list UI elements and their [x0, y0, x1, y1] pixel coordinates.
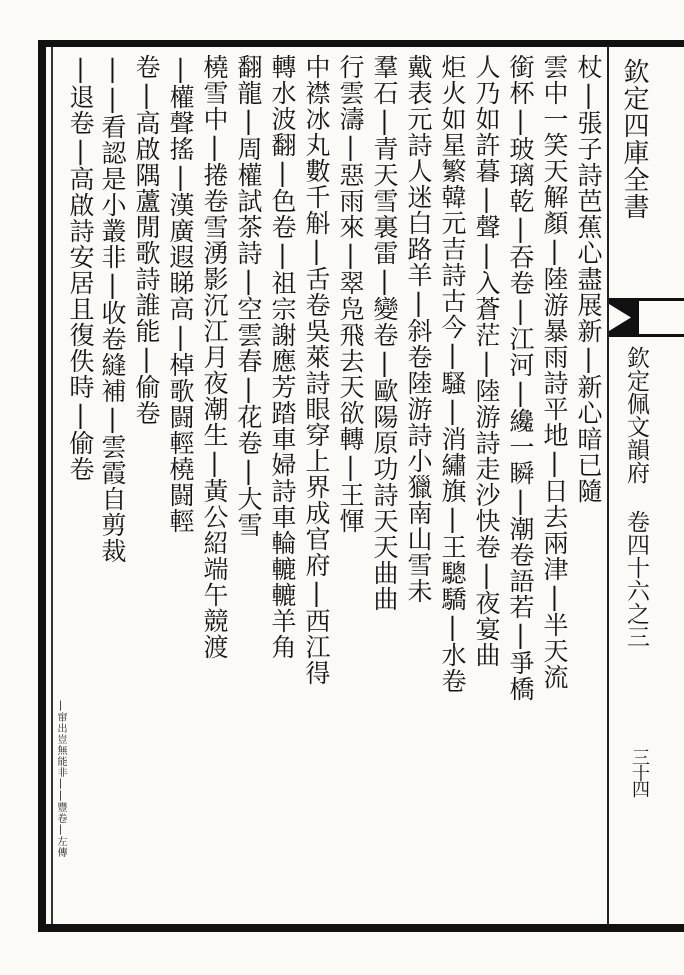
text-column: 銜杯|玻璃乾|吞卷|江河|纔一瞬|潮卷語若|爭橋 [506, 54, 535, 702]
text-column: 炬火如星繁韓元吉詩古今|騷|消繡旗|王驄驕|水卷 [438, 54, 467, 694]
text-column: ||看認是小叢非|收卷縫補|雲霞自剪裁 [98, 54, 127, 564]
text-column: 戴表元詩人迷白路羊|斜卷陸游詩小獵南山雪未 [404, 54, 433, 604]
frame-left-border [38, 40, 46, 932]
text-column: 雲中一笑天解顏|陸游暴雨詩平地|日去兩津|半天流 [540, 54, 569, 690]
text-column: 翻龍|周權試茶詩|空雲春|花卷|大雪 [234, 54, 263, 538]
text-column: 橈雪中|捲卷雪湧影沉江月夜潮生|黃公紹端午競渡 [200, 54, 229, 660]
volume-label: 欽定佩文韻府 卷四十六之三 [623, 346, 649, 648]
fishtail-mark-icon [609, 301, 639, 334]
text-column: 羣石|青天雪裏雷|變卷|歐陽原功詩天天曲曲 [370, 54, 399, 612]
text-column: 杖|張子詩芭蕉心盡展新|新心暗已隨 [574, 54, 603, 504]
text-column: |窜出豈無能非||豐卷|左傳 [55, 700, 66, 858]
text-column: 行雲濤|惡雨來|翠凫飛去天欲轉|王惲 [336, 54, 365, 534]
fishtail-bottom-rule [609, 334, 684, 337]
inner-rule [51, 47, 53, 924]
center-fold-rule [607, 47, 609, 924]
text-column: |權聲搖|漢廣遐睇高|棹歌闘輕橈闘輕 [166, 54, 195, 534]
frame-top-border [38, 40, 684, 47]
text-column: 轉水波翻|色卷|祖宗謝應芳踏車婦詩車輪轆轆羊角 [268, 54, 297, 660]
book-title: 欽定四庫全書 [619, 58, 649, 220]
text-column: |退卷|高啟詩安居且復佚時|偷卷 [66, 54, 95, 482]
text-column: 卷|高啟隅蘆閒歌詩誰能|偷卷 [132, 54, 161, 426]
frame-bottom-border [38, 924, 684, 932]
text-column: 中襟冰丸數千斛|舌卷吳萊詩眼穿上界成官府|西江得 [302, 54, 331, 686]
folio-number: 三十四 [629, 748, 650, 796]
text-column: 人乃如許暮|聲|入蒼茫|陸游詩走沙快卷|夜宴曲 [472, 54, 501, 668]
